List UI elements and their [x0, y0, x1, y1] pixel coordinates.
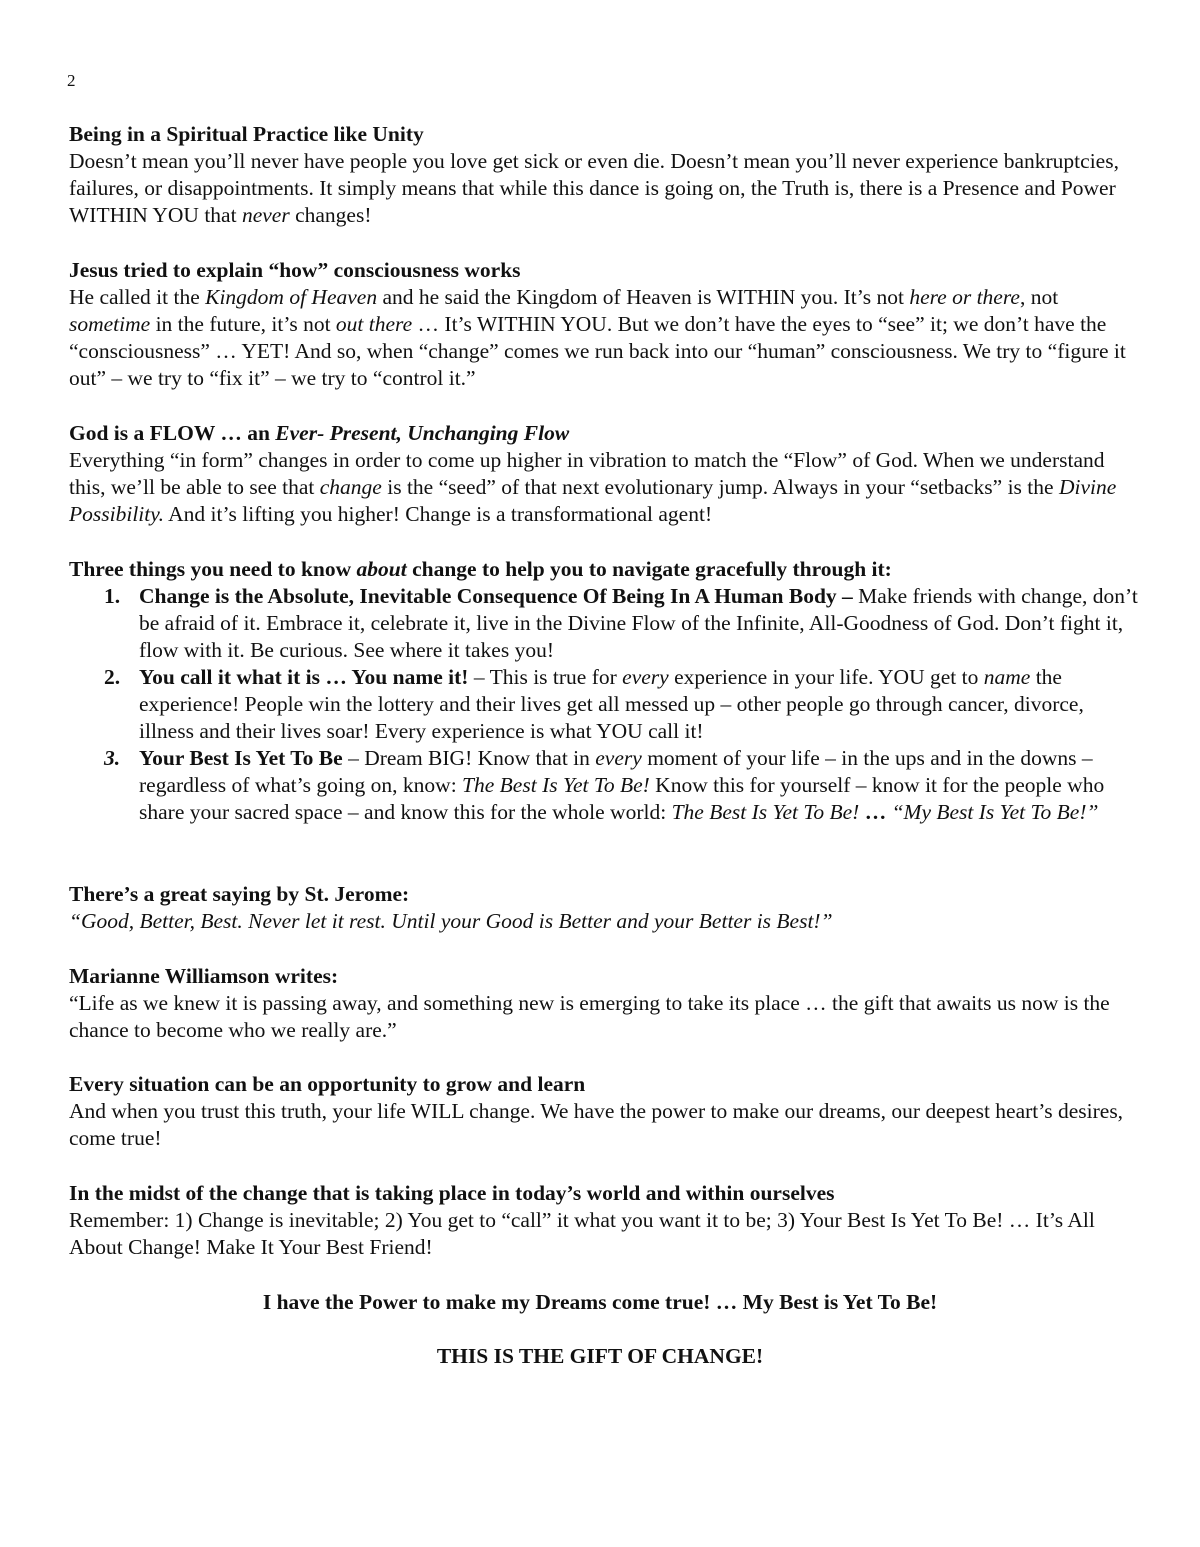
numbered-list: [69, 583, 1139, 826]
emphasis-text: about: [356, 557, 407, 581]
section-opportunity: [69, 1071, 1139, 1152]
list-item-title: You call it what it is … You name it!: [139, 665, 469, 689]
section-heading: Being in a Spiritual Practice like Unity: [69, 122, 424, 146]
emphasis-text: Ever- Present, Unchanging Flow: [275, 421, 570, 445]
emphasis-text: never: [241, 203, 290, 227]
emphasis-text: here or there: [909, 285, 1020, 309]
emphasis-text: “Good, Better, Best. Never let it rest. Until your Good is Better and your Better is Best!”: [69, 909, 833, 933]
section-body: [69, 447, 1139, 528]
emphasis-text: every: [622, 665, 669, 689]
body-text: And it’s lifting you higher! Change is a transformational agent!: [163, 502, 713, 526]
list-number: 3.: [104, 746, 121, 770]
heading-text: change to help you to navigate gracefully through it:: [406, 557, 892, 581]
section-three-things: [69, 556, 1139, 826]
list-number: 2.: [104, 665, 121, 689]
section-heading: In the midst of the change that is taking place in today’s world and within ourselves: [69, 1181, 835, 1205]
list-item: [69, 664, 1139, 745]
closing-title: THIS IS THE GIFT OF CHANGE!: [436, 1344, 764, 1368]
emphasis-text: Kingdom of Heaven: [205, 285, 378, 309]
list-item: [69, 745, 1139, 826]
section-heading: Jesus tried to explain “how” consciousness works: [69, 258, 521, 282]
emphasis-text: out there: [335, 312, 413, 336]
section-heading: Every situation can be an opportunity to grow and learn: [69, 1072, 586, 1096]
ellipsis-text: …: [864, 800, 887, 824]
section-body: [69, 148, 1139, 229]
section-midst-of-change: [69, 1180, 1139, 1261]
section-heading: Marianne Williamson writes:: [69, 964, 339, 988]
emphasis-text: change: [319, 475, 382, 499]
body-text: He called it the: [69, 285, 206, 309]
section-marianne-williamson: [69, 963, 1139, 1044]
section-body: Remember: 1) Change is inevitable; 2) You get to “call” it what you want it to be; 3) Your Best Is Yet To Be! … It’s All About Change! Make It Your Best Friend!: [69, 1208, 1095, 1259]
list-item-title: Change is the Absolute, Inevitable Consequence Of Being In A Human Body –: [139, 584, 853, 608]
body-text: , not: [1019, 285, 1059, 309]
emphasis-text: sometime: [69, 312, 151, 336]
section-body: [69, 284, 1139, 392]
list-number: 1.: [104, 584, 121, 608]
list-item-title: Your Best Is Yet To Be: [139, 746, 343, 770]
section-heading: There’s a great saying by St. Jerome:: [69, 882, 410, 906]
section-heading: [69, 420, 1139, 447]
section-jesus-consciousness: [69, 257, 1139, 392]
body-text: Doesn’t mean you’ll never have people you love get sick or even die. Doesn’t mean you’ll never experience bankruptcies, failures, or disappointments. It simply means that while this dance is going on, the Truth is, there is a Presence and Power WITHIN YOU that: [69, 149, 1119, 227]
body-text: and he said the Kingdom of Heaven is WITHIN you. It’s not: [377, 285, 910, 309]
body-text: Know this for yourself – know it for the people who share your sacred space – and know this for the whole world:: [139, 773, 1105, 824]
body-text: moment of your life – in the ups and in the downs – regardless of what’s going on, know:: [139, 746, 1093, 797]
section-body: “Life as we knew it is passing away, and something new is emerging to take its place … the gift that awaits us now is the chance to become who we really are.”: [69, 991, 1110, 1042]
body-text: the experience! People win the lottery and their lives get all messed up – other people go through cancer, divorce, illness and their lives soar! Every experience is what YOU call it!: [139, 665, 1084, 743]
quote-text: [69, 908, 1139, 935]
emphasis-text: The Best Is Yet To Be!: [462, 773, 650, 797]
emphasis-text: Divine Possibility.: [69, 475, 1117, 526]
body-text: … It’s WITHIN YOU. But we don’t have the eyes to “see” it; we don’t have the “consciousness” … YET! And so, when “change” comes we run back into our “human” consciousness. We try to “figure it out” – we try to “fix it” – we try to “control it.”: [69, 312, 1126, 390]
body-text: is the “seed” of that next evolutionary jump. Always in your “setbacks” is the: [381, 475, 1059, 499]
body-text: – This is true for: [468, 665, 623, 689]
section-heading: [69, 556, 1139, 583]
body-text: – Dream BIG! Know that in: [342, 746, 596, 770]
page-number: 2: [67, 71, 76, 90]
list-item: [69, 583, 1139, 664]
body-text: Make friends with change, don’t be afraid of it. Embrace it, celebrate it, live in the Divine Flow of the Infinite, All-Goodness of God. Don’t fight it, flow with it. Be curious. See where it takes you!: [139, 584, 1138, 662]
emphasis-text: name: [983, 665, 1031, 689]
section-spiritual-practice: [69, 121, 1139, 229]
section-body: And when you trust this truth, your life WILL change. We have the power to make our dreams, our deepest heart’s desires, come true!: [69, 1099, 1124, 1150]
heading-text: God is a FLOW … an: [69, 421, 276, 445]
heading-text: Three things you need to know: [69, 557, 357, 581]
section-god-flow: [69, 420, 1139, 528]
closing-affirmation: I have the Power to make my Dreams come true! … My Best is Yet To Be!: [262, 1290, 938, 1314]
body-text: changes!: [289, 203, 372, 227]
emphasis-text: “My Best Is Yet To Be!”: [886, 800, 1099, 824]
emphasis-text: The Best Is Yet To Be!: [671, 800, 860, 824]
body-text: Everything “in form” changes in order to come up higher in vibration to match the “Flow” of God. When we understand this, we’ll be able to see that: [69, 448, 1105, 499]
body-text: in the future, it’s not: [150, 312, 336, 336]
body-text: experience in your life. YOU get to: [668, 665, 984, 689]
section-st-jerome: [69, 881, 1139, 935]
emphasis-text: every: [595, 746, 642, 770]
